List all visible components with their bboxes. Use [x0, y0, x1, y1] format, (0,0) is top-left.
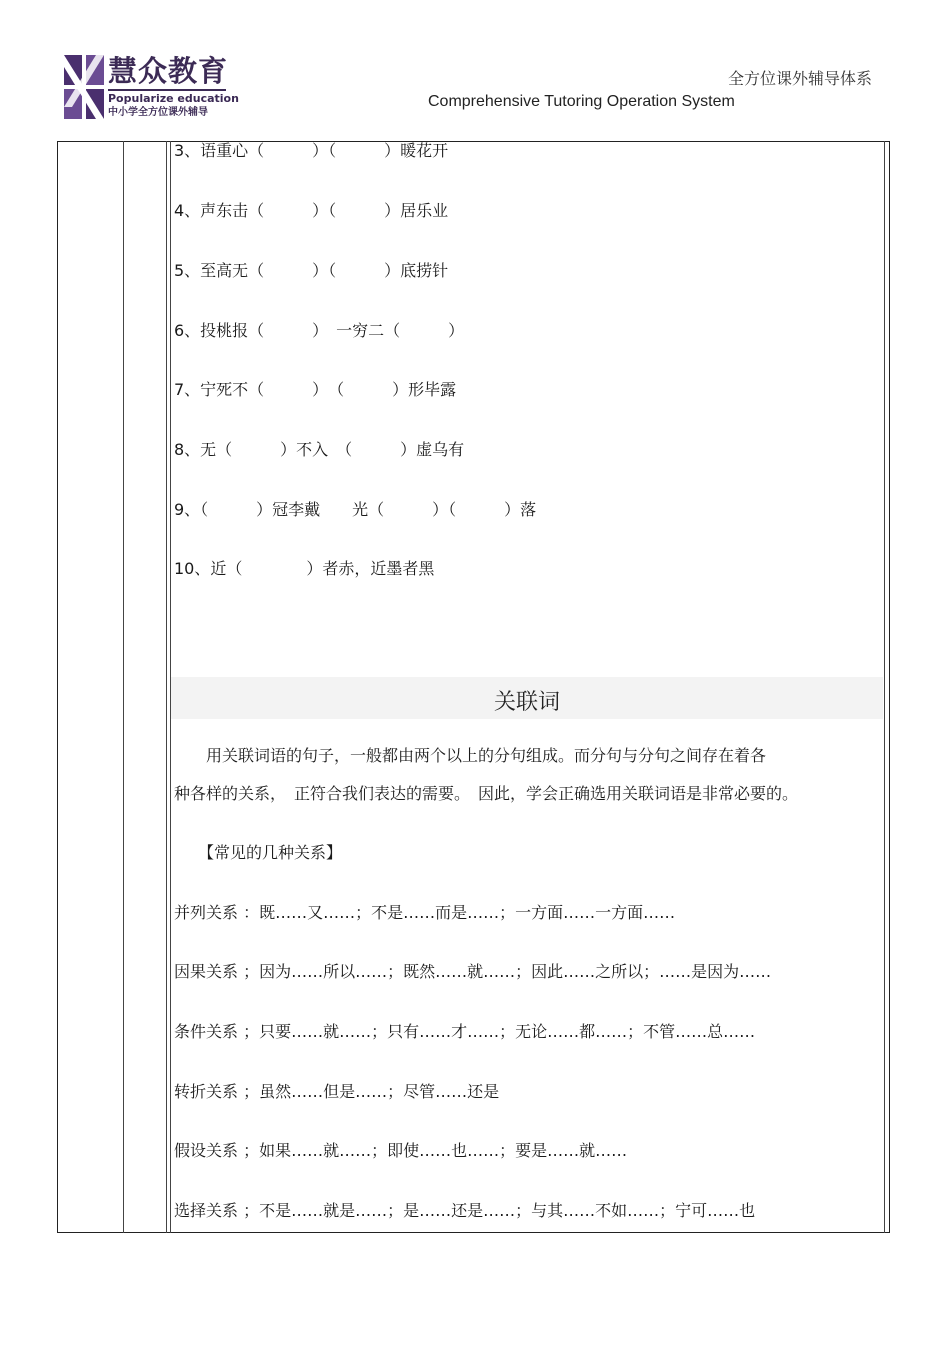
brand-logo: [64, 54, 239, 121]
logo-chinese-name: 慧众教育: [108, 54, 229, 88]
intro-paragraph-line: 用关联词语的句子，一般都由两个以上的分句组成。而分句与分句之间存在着各: [174, 746, 767, 765]
exercise-item: 6、投桃报（ ） 一穷二（ ）: [174, 321, 465, 340]
relation-item: 条件关系 ；只要……就……；只有……才……；无论……都……；不管……总……: [174, 1022, 756, 1041]
table-column-divider: [123, 141, 124, 1233]
relation-item: 并列关系 ：既……又……；不是……而是……；一方面……一方面……: [174, 903, 676, 922]
exercise-item: 5、至高无（ ）（ ）底捞针: [174, 261, 449, 280]
exercise-item: 10、近（ ）者赤，近墨者黑: [174, 559, 435, 578]
relation-item: 因果关系 ；因为……所以……；既然……就……；因此……之所以；……是因为……: [174, 962, 772, 981]
relation-item: 假设关系 ；如果……就……；即使……也……；要是……就……: [174, 1141, 628, 1160]
header-title-english: Comprehensive Tutoring Operation System: [428, 93, 735, 110]
subheading: 【常见的几种关系】: [174, 843, 343, 862]
exercise-item: 7、宁死不（ ） （ ）形毕露: [174, 380, 457, 399]
logo-subtitle: 中小学全方位课外辅导: [108, 107, 208, 118]
exercise-item: 4、声东击（ ）（ ）居乐业: [174, 201, 449, 220]
table-column-divider: [884, 141, 885, 1233]
exercise-item: 3、语重心（ ）（ ）暖花开: [174, 141, 449, 160]
table-column-divider: [166, 141, 167, 1233]
logo-emblem-icon: [64, 55, 104, 119]
exercise-item: 9、（ ）冠李戴 光（ ）（ ）落: [174, 500, 537, 519]
exercise-item: 8、无（ ）不入 （ ）虚乌有: [174, 440, 465, 459]
header-title-chinese: 全方位课外辅导体系: [727, 69, 872, 88]
logo-divider: [108, 89, 226, 91]
relation-item: 选择关系 ；不是……就是……；是……还是……；与其……不如……；宁可……也: [174, 1201, 756, 1220]
logo-english-name: Popularize education: [108, 92, 239, 105]
intro-paragraph-line: 种各样的关系， 正符合我们表达的需要。 因此，学会正确选用关联词语是非常必要的。: [174, 784, 799, 803]
section-title: 关联词: [493, 690, 560, 715]
relation-item: 转折关系 ；虽然……但是……；尽管……还是: [174, 1082, 500, 1101]
